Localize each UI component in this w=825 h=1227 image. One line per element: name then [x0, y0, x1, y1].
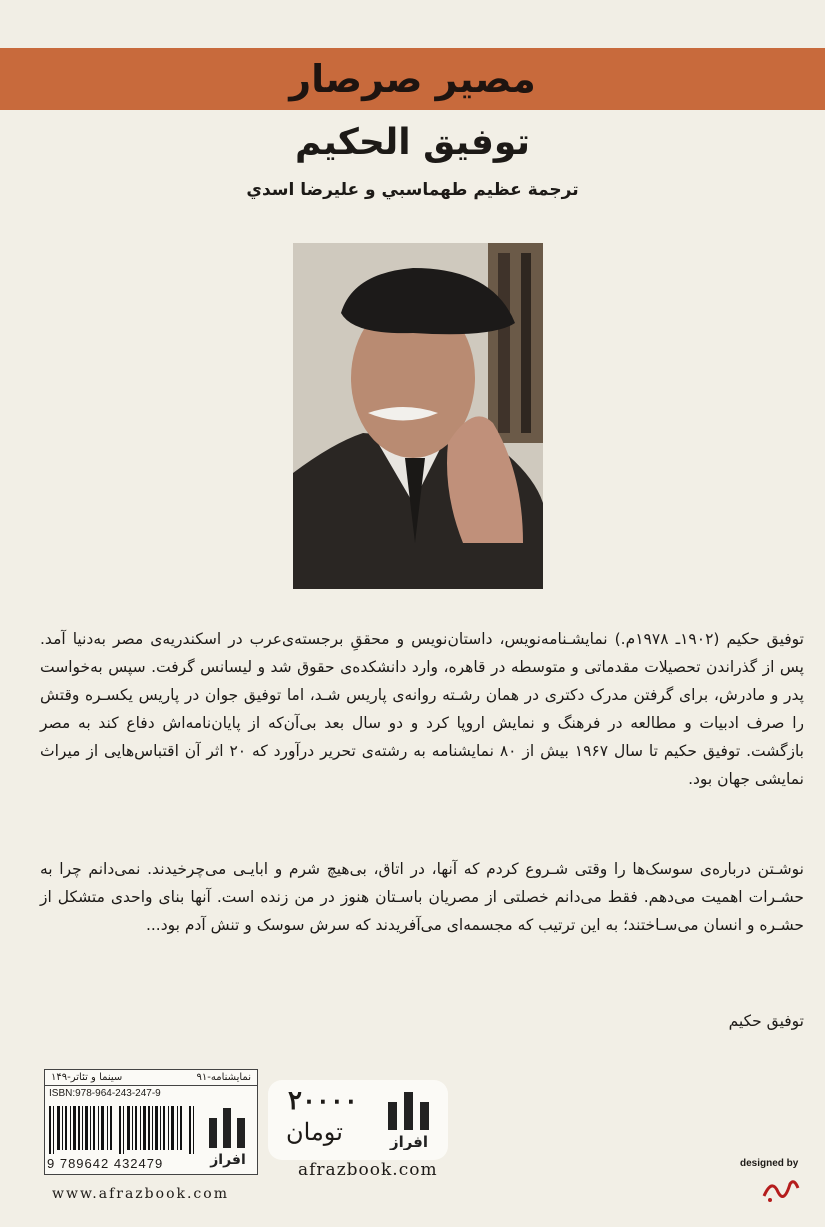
- price-label: [268, 1080, 448, 1160]
- catalog-line: [45, 1070, 257, 1086]
- catalog-category: سینما و تئاتر-۱۴۹: [51, 1072, 123, 1083]
- portrait-illustration: [293, 243, 543, 589]
- designed-by-label: designed by: [740, 1158, 799, 1169]
- author-name: توفیق الحکیم: [294, 122, 530, 163]
- isbn-number: ISBN:978-964-243-247-9: [49, 1088, 161, 1099]
- barcode-icon: [49, 1106, 197, 1154]
- cover-top-band: [0, 0, 825, 48]
- author-portrait-photo: [293, 243, 543, 589]
- author-quote: نوشـتن درباره‌ی سوسک‌ها را وقتی شـروع کردم که آنها، در اتاق، بی‌هیچ شرم و ابایـی می‌چرخیدند. نمی‌دانم چرا به حشـرات اهمیت می‌دهم. فقط می‌دانم خصلتی از مصریان باسـتان هنوز در من زنده است. آنها بنای واحدی متشکل از حشـره و انسان می‌سـاختند؛ به این ترتیب که مجسمه‌ای می‌آفریدند که سرش سوسک و تنش آدم بود...: [40, 860, 804, 934]
- publisher-logo-text: افراز: [210, 1152, 246, 1168]
- translators-line: ترجمة عظیم طهماسبي و علیرضا اسدي: [246, 180, 579, 200]
- publisher-logo-icon: [203, 1100, 253, 1168]
- series-title-bar: [0, 48, 825, 110]
- designer-signature-icon: [760, 1174, 800, 1204]
- price-value: ۲۰۰۰۰: [288, 1086, 358, 1116]
- series-title: مصیر صرصار: [289, 57, 536, 101]
- author-biography: توفیق حکیم (۱۹۰۲ـ ۱۹۷۸م.) نمایشـنامه‌نویس، داستان‌نویس و محققِ برجسته‌ی‌عرب در اسکندریه‌ی مصر به‌دنیا آمد. پس از گذراندن تحصیلات مقدماتی و متوسطه در قاهره، وارد دانشکده‌ی حقوق شد و لیسانس گرفت. سپس به‌خواست پدر و مادرش، برای گرفتن مدرک دکتری در همان رشـته روانه‌ی پاریس شـد، اما توفیق جوان در پاریس یکسـره وقتش را صرف ادبیات و مطالعه در فرهنگ و نمایش اروپا کرد و دو سال بعد بی‌آن‌که از پایان‌نامه‌اش دفاع کند به مصر بازگشت. توفیق حکیم تا سال ۱۹۶۷ بیش از ۸۰ نمایشنامه به رشته‌ی تحریر درآورد که ۲۰ اثر آن اقتباس‌هایی از میراث نمایشی جهان بود.: [40, 630, 805, 788]
- barcode-number: 9 789642 432479: [47, 1156, 164, 1171]
- publisher-website: www.afrazbook.com: [52, 1186, 229, 1202]
- price-label-website: afrazbook.com: [298, 1160, 438, 1180]
- isbn-barcode-box: [44, 1069, 258, 1175]
- publisher-logo-text: افراز: [389, 1133, 429, 1150]
- quote-signature: توفیق حکیم: [728, 1012, 804, 1030]
- price-unit: تومان: [286, 1118, 343, 1146]
- publisher-logo-icon: [380, 1090, 438, 1150]
- series-number: نمایشنامه-۹۱: [196, 1072, 251, 1083]
